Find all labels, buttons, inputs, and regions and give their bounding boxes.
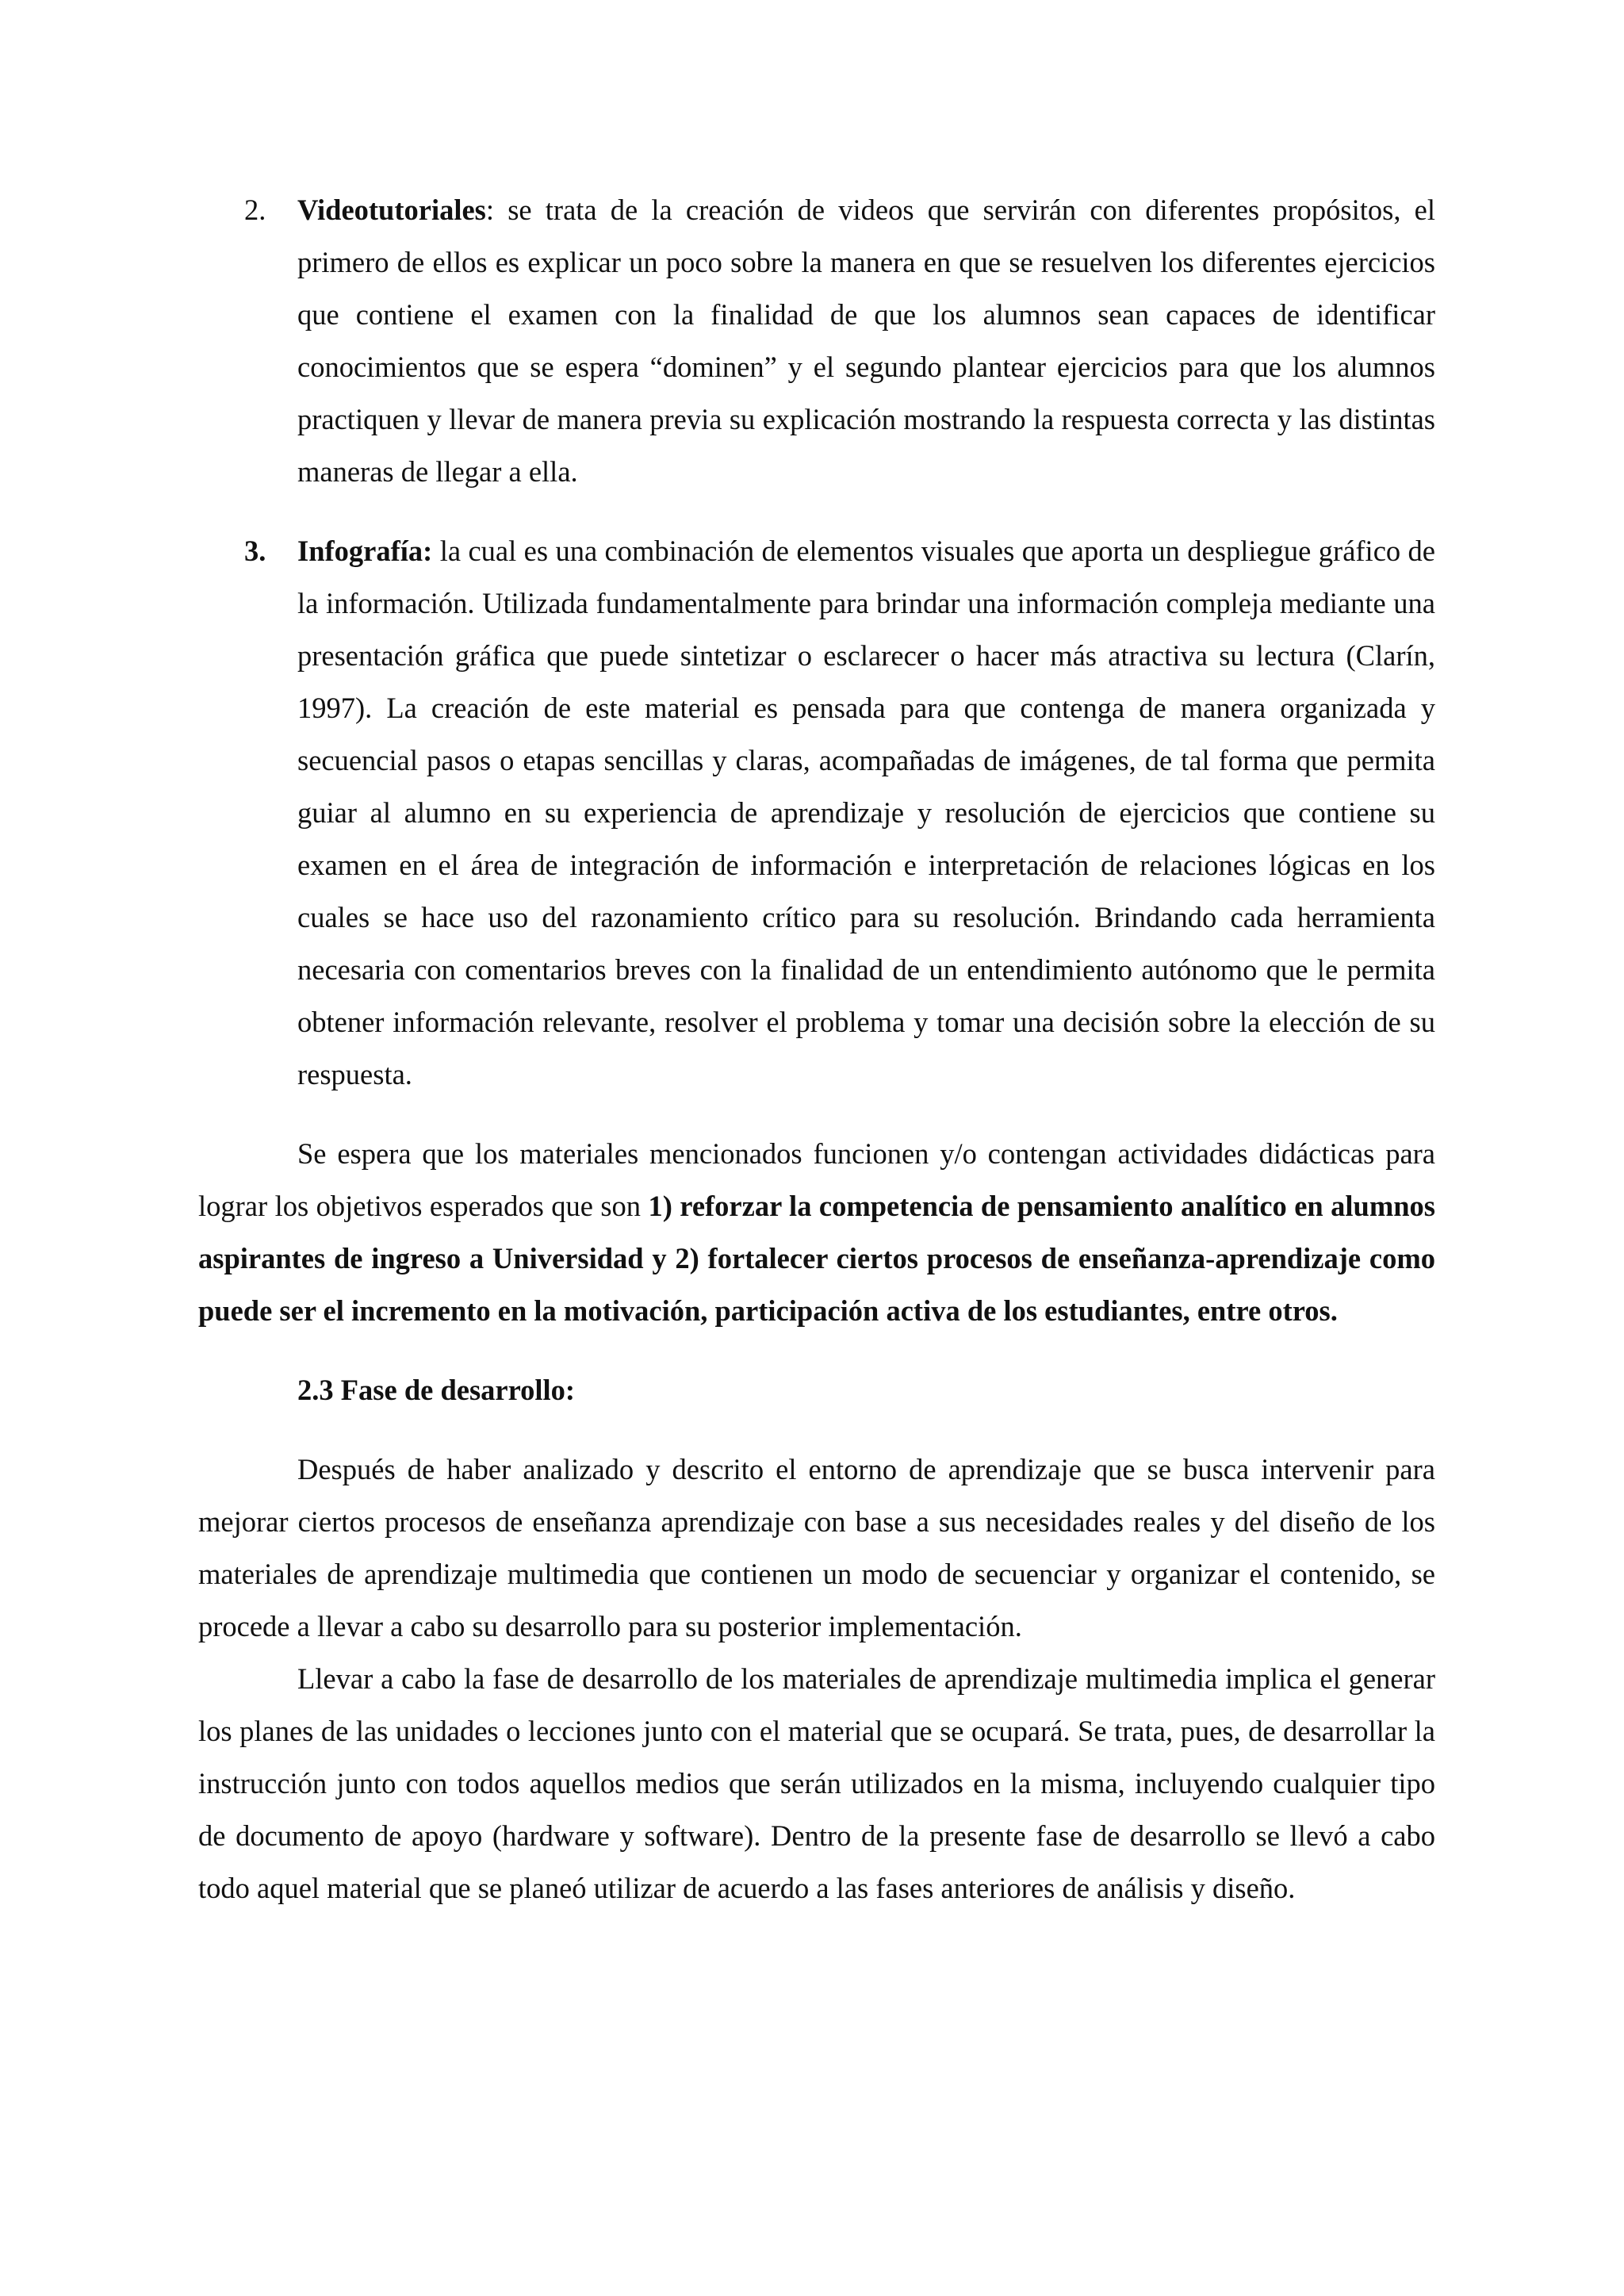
objectives-text: Se espera que los materiales mencionados funcionen y/o contengan actividades didácticas para lograr los objetivos esperados que son bbox=[198, 1137, 1435, 1222]
list-item-text: : se trata de la creación de videos que servirán con diferentes propósitos, el primero de ellos es explicar un poco sobre la manera en que se resuelven los diferentes ejercicios que contiene el examen con la finalidad de que los alumnos sean capaces de identificar conocimientos que se espera “dominen” y el segundo plantear ejercicios para que los alumnos practiquen y llevar de manera previa su explicación mostrando la respuesta correcta y las distintas maneras de llegar a ella. bbox=[297, 194, 1435, 488]
objectives-bold-text: 1) reforzar la competencia de pensamiento analítico en alumnos aspirantes de ingreso a Universidad y 2) fortalecer ciertos procesos de enseñanza-aprendizaje como puede ser el incremento en la motivación, participación activa de los estudiantes, entre otros. bbox=[198, 1190, 1435, 1327]
body-paragraph: Después de haber analizado y descrito el entorno de aprendizaje que se busca intervenir para mejorar ciertos procesos de enseñanza aprendizaje con base a sus necesidades reales y del diseño de los materiales de aprendizaje multimedia que contienen un modo de secuenciar y organizar el contenido, se procede a llevar a cabo su desarrollo para su posterior implementación. bbox=[198, 1453, 1435, 1642]
body-paragraph: Llevar a cabo la fase de desarrollo de los materiales de aprendizaje multimedia implica el generar los planes de las unidades o lecciones junto con el material que se ocupará. Se trata, pues, de desarrollar la instrucción junto con todos aquellos medios que serán utilizados en la misma, incluyendo cualquier tipo de documento de apoyo (hardware y software). Dentro de la presente fase de desarrollo se llevó a cabo todo aquel material que se planeó utilizar de acuerdo a las fases anteriores de análisis y diseño. bbox=[198, 1662, 1435, 1904]
page-content bbox=[198, 184, 1435, 1915]
objectives-paragraph bbox=[198, 1128, 1435, 1337]
list-item-infografia bbox=[198, 525, 1435, 1101]
list-number: 3. bbox=[244, 535, 266, 567]
list-item-videotutoriales bbox=[198, 184, 1435, 498]
list-item-term: Infografía: bbox=[297, 535, 433, 567]
list-item-text: la cual es una combinación de elementos visuales que aporta un despliegue gráfico de la información. Utilizada fundamentalmente para brindar una información compleja mediante una presentación gráfica que puede sintetizar o esclarecer o hacer más atractiva su lectura (Clarín, 1997). La creación de este material es pensada para que contenga de manera organizada y secuencial pasos o etapas sencillas y claras, acompañadas de imágenes, de tal forma que permita guiar al alumno en su experiencia de aprendizaje y resolución de ejercicios que contiene su examen en el área de integración de información e interpretación de relaciones lógicas en los cuales se hace uso del razonamiento crítico para su resolución. Brindando cada herramienta necesaria con comentarios breves con la finalidad de un entendimiento autónomo que le permita obtener información relevante, resolver el problema y tomar una decisión sobre la elección de su respuesta. bbox=[297, 535, 1435, 1091]
list-number: 2. bbox=[244, 194, 266, 226]
section-heading: 2.3 Fase de desarrollo: bbox=[297, 1374, 576, 1406]
list-item-term: Videotutoriales bbox=[297, 194, 486, 226]
